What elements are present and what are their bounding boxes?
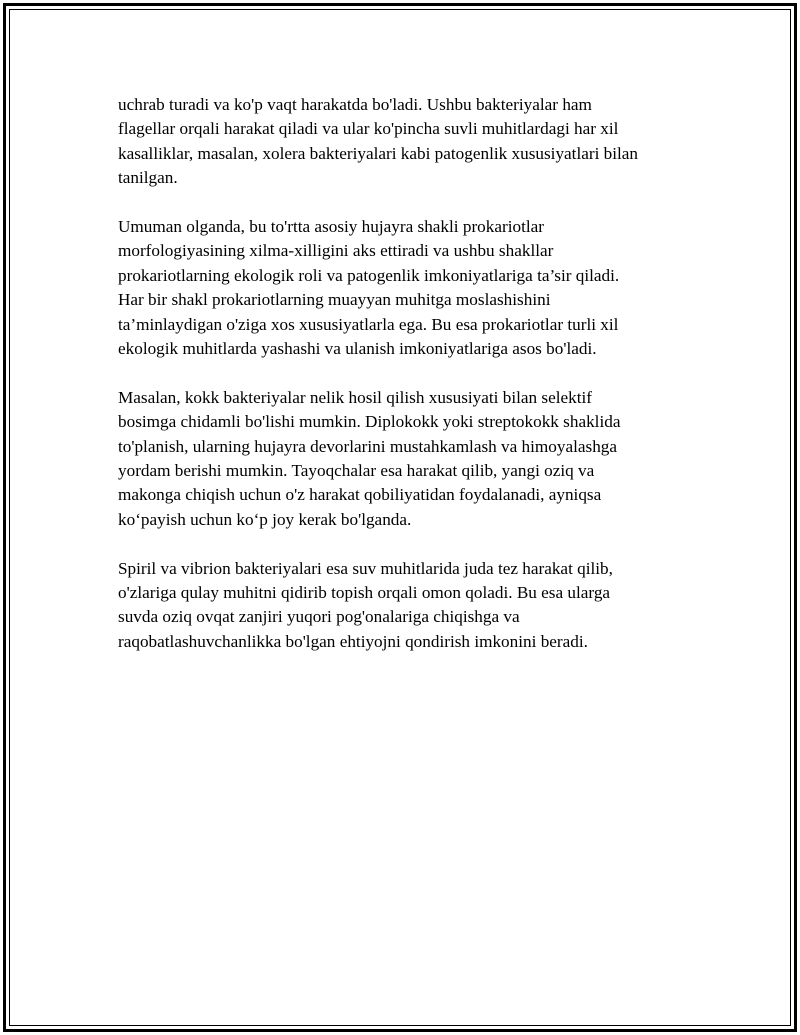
- text-line: tanilgan.: [118, 168, 178, 188]
- text-line: yordam berishi mumkin. Tayoqchalar esa harakat qilib, yangi oziq va: [118, 461, 595, 481]
- document-body: [118, 93, 688, 679]
- paragraph-4: [118, 557, 688, 655]
- text-line: Spiril va vibrion bakteriyalari esa suv muhitlarida juda tez harakat qilib,: [118, 558, 613, 578]
- text-line: uchrab turadi va ko'p vaqt harakatda bo'ladi. Ushbu bakteriyalar ham: [118, 95, 592, 114]
- text-line: to'planish, ularning hujayra devorlarini mustahkamlash va himoyalashga: [118, 436, 618, 456]
- text-line: raqobatlashuvchanlikka bo'lgan ehtiyojni qondirish imkonini beradi.: [118, 631, 588, 651]
- text-line: ekologik muhitlarda yashashi va ulanish imkoniyatlariga asos bo'ladi.: [118, 339, 597, 359]
- text-line: suvda oziq ovqat zanjiri yuqori pog'onalariga chiqishga va: [118, 607, 520, 627]
- text-line: Masalan, kokk bakteriyalar nelik hosil qilish xususiyati bilan selektif: [118, 387, 592, 407]
- text-line: Har bir shakl prokariotlarning muayyan muhitga moslashishini: [118, 290, 551, 310]
- text-line: o'zlariga qulay muhitni qidirib topish orqali omon qoladi. Bu esa ularga: [118, 583, 611, 603]
- text-line: Umuman olganda, bu to'rtta asosiy hujayra shakli prokariotlar: [118, 217, 544, 237]
- text-line: ko‘payish uchun ko‘p joy kerak bo'lganda.: [118, 509, 412, 529]
- paragraph-3: [118, 386, 688, 532]
- text-line: ta’minlaydigan o'ziga xos xususiyatlarla ega. Bu esa prokariotlar turli xil: [118, 314, 619, 334]
- text-line: morfologiyasining xilma-xilligini aks ettiradi va ushbu shakllar: [118, 241, 554, 261]
- text-line: kasalliklar, masalan, xolera bakteriyalari kabi patogenlik xususiyatlari bilan: [118, 143, 639, 163]
- text-line: flagellar orqali harakat qiladi va ular ko'pincha suvli muhitlardagi har xil: [118, 119, 619, 139]
- paragraph-1: [118, 93, 688, 191]
- paragraph-2: [118, 215, 688, 361]
- text-line: bosimga chidamli bo'lishi mumkin. Diplokokk yoki streptokokk shaklida: [118, 412, 621, 432]
- text-line: makonga chiqish uchun o'z harakat qobiliyatidan foydalanadi, ayniqsa: [118, 485, 602, 505]
- text-line: prokariotlarning ekologik roli va patogenlik imkoniyatlariga ta’sir qiladi.: [118, 265, 620, 285]
